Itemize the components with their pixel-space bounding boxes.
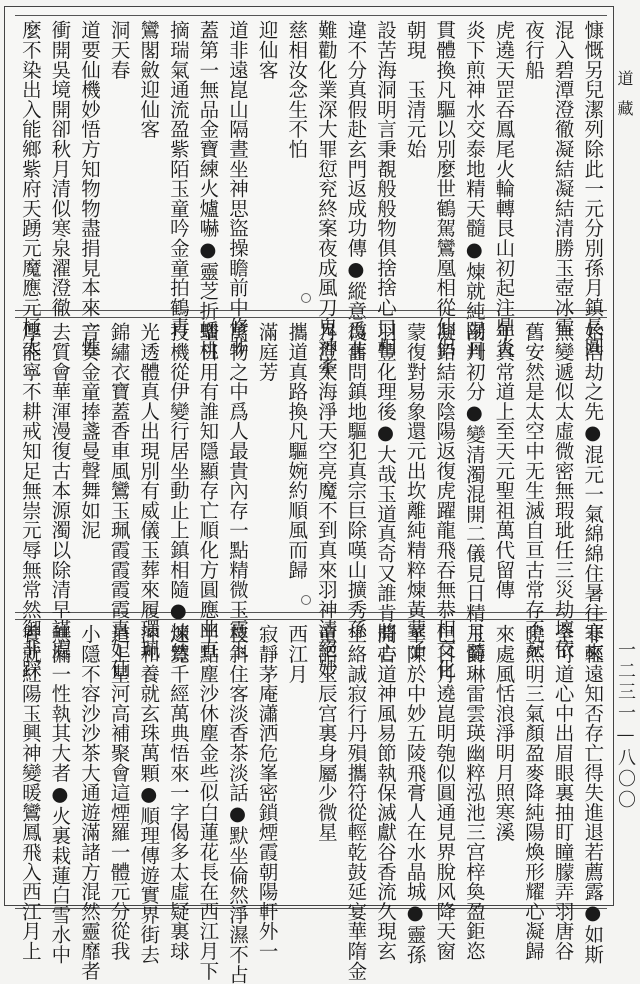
text-column: 復舊問鎮地驅犯真宗巨除嘆山擴秀孫 bbox=[344, 322, 368, 639]
page-frame bbox=[4, 6, 614, 984]
text-column: 華陳於中妙五陵飛膏人在水晶城●靈孫 bbox=[403, 624, 427, 965]
text-column: 迷覽千經萬典悟來一字偈多太虛疑裏球 bbox=[166, 624, 190, 961]
text-column: 錦繡衣寶蓋香車風鸞玉珮霞霞霞霞真妃仙 bbox=[107, 322, 131, 679]
text-column: 非輕遠知否存亡得失進退若薦露●如斯 bbox=[581, 624, 605, 965]
text-column: 慈相汝念生不怕 bbox=[285, 20, 309, 159]
page-number: 一二三一—八〇〇 bbox=[615, 640, 636, 811]
text-column: 投機從伊變行居坐動止上鎮相隨●煉然 bbox=[166, 322, 190, 663]
text-column: 半點塵沙休塵金些似白蓮花長在西江月下 bbox=[196, 624, 220, 981]
text-column: 炎下煎神水交泰地精天髓●煉就純陽丹 bbox=[462, 20, 486, 361]
text-column: 童詔玉辰宫裏身屬少微星 bbox=[314, 624, 338, 842]
text-column: 寂靜茅庵瀟洒危峯密鎖煙霞朝陽軒外一 bbox=[255, 624, 279, 961]
text-column: 衝開吳境開卻秋月清似寒泉濯澄徹 bbox=[48, 20, 72, 317]
text-column: 慷慨另兒潔列除此一元分別孫月鎮長圓 bbox=[581, 20, 605, 357]
text-column: 蓋第一無品金寶練火爐嚇●靈芝折蟠桃 bbox=[196, 20, 220, 361]
text-column: 滿庭芳 bbox=[255, 322, 279, 382]
text-column: 玉爵琳雷雲瑛幽粹泓池三宫梓奐盈鉅恣 bbox=[462, 624, 486, 961]
text-column: 攜道真路換凡驅婉約順風而歸 bbox=[285, 322, 309, 580]
text-column: 麼不染出入能鄉紫府天踴元魔應元極太 bbox=[18, 20, 42, 357]
text-column: 巳日月遶崑明匏似圓通見界脫风降天窗 bbox=[433, 624, 457, 961]
text-column: 小隱不容沙沙茶大通遊滿諸方混然靈靡者 bbox=[78, 624, 101, 981]
text-column: 西江月 bbox=[285, 624, 309, 684]
text-column: 設苦海洞明言秉覩般般物俱捨捨心口相 bbox=[374, 20, 397, 357]
panel-columns bbox=[15, 620, 607, 984]
text-column: 道非遠崑山隔晝坐神思盜操瞻前中修非 bbox=[226, 20, 249, 357]
text-column: 洞天春 bbox=[107, 20, 131, 80]
text-column: 厚能寧不耕戒知足無崇元辱無常然御非踩 bbox=[18, 322, 42, 679]
text-column: 音奏金童捧盞曼聲舞如泥 bbox=[78, 322, 101, 540]
text-column: 枝斜住客淡香茶淡話●默坐倫然淨濕不占 bbox=[226, 624, 249, 984]
text-column: 難勸化業深大罪愆兖終案夜成風刀鬼神牽 bbox=[314, 20, 338, 377]
text-column: 道要仙機妙悟方知物物盡捐見本來一性 bbox=[78, 20, 101, 357]
text-column: 鸞閣斂迎仙客 bbox=[137, 20, 161, 139]
text-column: 無變遞似太虛微密無瑕玼任三災劫壞依 bbox=[551, 322, 575, 659]
text-column: 沖和養就玄珠萬顆●順理傳遊實界街去 bbox=[137, 624, 161, 965]
text-column: 道上星河高補聚會這煙羅一體元分從我 bbox=[107, 624, 131, 961]
text-column: 混入碧潭澄徹凝結凝結清勝玉壺冰雪 bbox=[551, 20, 575, 337]
text-column: 羽豐化理後●大哉玉道真奇又誰肯將心 bbox=[374, 322, 397, 663]
text-column: 始浩劫之先●混元一氣綿綿住暑往寒來 bbox=[581, 322, 605, 663]
text-column: 去質會華渾漫復古本源濁以除清早謹處 bbox=[48, 322, 72, 659]
text-column: 剖判初分●變清濁混開二儀見日精月髓 bbox=[462, 322, 486, 663]
text-column: 年真常道上至天元聖祖萬代留傳 bbox=[492, 322, 516, 600]
text-column: 貫體換凡驅以別麼世鶴駕鸞凰相從仙侶 bbox=[433, 20, 457, 357]
text-column: 月澄太海淨天空亮魔不到真來羽神清絕妙 bbox=[314, 322, 338, 679]
text-column: 迎仙客 bbox=[255, 20, 279, 80]
text-column: 全可道心中出眉眼裏抽盯瞳朦弄羽唐谷 bbox=[551, 624, 575, 961]
text-column: 來處風恬浪淨明月照寒溪 bbox=[492, 624, 516, 842]
circle-mark bbox=[301, 595, 311, 605]
margin-title: 道藏 bbox=[615, 70, 634, 130]
text-panel-bottom bbox=[15, 619, 607, 984]
circle-mark bbox=[301, 293, 311, 303]
text-column: 虎遶天罡吞鳳尾火輪轉艮山初起注鼎炎 bbox=[492, 20, 516, 357]
text-column: 朝現 玉清元始 bbox=[403, 20, 427, 159]
text-column: 光透體真人出現別有威儀玉葬來履環珮 bbox=[137, 322, 161, 659]
text-column: 凝鉛結汞陰陽返復虎躍龍飛吞無恭相交化 bbox=[433, 322, 457, 679]
text-column: 夜行船 bbox=[522, 20, 545, 80]
text-column: 蒙復對易象還元出坎離純精粹煉黃蒙子 bbox=[403, 322, 427, 659]
text-column: 違不分真假赴玄門返成功傳●縱意爲非 bbox=[344, 20, 368, 361]
text-column: 萬物之中爲人最貴內存一點精微玉靈玉 bbox=[226, 322, 249, 659]
text-column: 曉然明三氣顏盈麥降純陽煥形耀心凝歸 bbox=[522, 624, 545, 961]
text-column: 聖日用有誰知隱顯存亡順化方圓應曲直 bbox=[196, 322, 220, 659]
text-column: 坐絡誠寂行丹殞攜符從輕乾鼓延宴華隋金 bbox=[344, 624, 368, 981]
text-column: 開吉道神風易節執保滅獻谷香流久現玄 bbox=[374, 624, 397, 961]
text-column: 舊安然是太空中无生滅自亘古常存不記 bbox=[522, 322, 545, 659]
text-column: 無漏一性執其大者●火裏栽蓮白雪水中 bbox=[48, 624, 72, 965]
text-column: 養就紅陽玉興神變暖鸞鳳飛入西江月上 bbox=[18, 624, 42, 961]
text-column: 摘瑞氣通流盈紫陌玉童吟金童拍鶴青 bbox=[166, 20, 190, 337]
